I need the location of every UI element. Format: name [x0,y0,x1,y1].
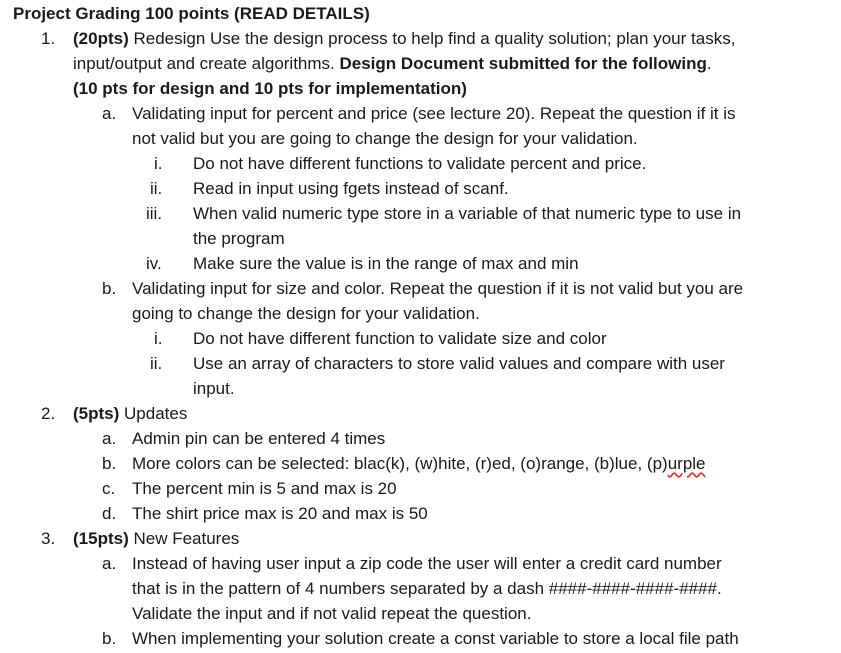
item-2a-marker: a. [102,429,117,448]
item-1a-iv-marker: iv. [146,254,162,273]
item-1-points: (20pts) [73,29,129,48]
item-2-heading: (5pts) Updates [73,404,188,423]
item-1a-ii-text: Read in input using fgets instead of scanf. [193,179,509,198]
item-2b-text: More colors can be selected: blac(k), (w)hite, (r)ed, (o)range, (b)lue, (p)urple [132,454,706,473]
item-2a-text: Admin pin can be entered 4 times [132,429,386,448]
item-1a-iii-line-2: the program [193,229,285,248]
item-1b-ii-line-2: input. [193,379,235,398]
spellcheck-underline: urple [667,454,706,473]
item-1-line-2: input/output and create algorithms. Design Document submitted for the following. [73,54,712,73]
item-2d-text: The shirt price max is 20 and max is 50 [132,504,428,523]
item-3-points: (15pts) [73,529,129,548]
item-2c-marker: c. [102,479,116,498]
document-title: Project Grading 100 points (READ DETAILS) [13,4,370,23]
item-1a-i-marker: i. [154,154,163,173]
item-2d-marker: d. [102,504,117,523]
item-1b-marker: b. [102,279,117,298]
item-2-points: (5pts) [73,404,120,423]
item-3-marker: 3. [41,529,56,548]
item-1b-i-text: Do not have different function to validate size and color [193,329,607,348]
item-3a-line-3: Validate the input and if not valid repeat the question. [132,604,532,623]
item-3a-line-1: Instead of having user input a zip code the user will enter a credit card number [132,554,722,573]
item-3b-text: When implementing your solution create a const variable to store a local file path [132,629,739,648]
item-1b-i-marker: i. [154,329,163,348]
item-1a-iv-text: Make sure the value is in the range of max and min [193,254,579,273]
item-1b-ii-marker: ii. [150,354,163,373]
item-1a-iii-line-1: When valid numeric type store in a variable of that numeric type to use in [193,204,742,223]
item-1-line-1: (20pts) Redesign Use the design process to help find a quality solution; plan your tasks, [73,29,736,48]
item-1a-line-1: Validating input for percent and price (see lecture 20). Repeat the question if it is [132,104,736,123]
item-1-marker: 1. [41,29,56,48]
item-1a-ii-marker: ii. [150,179,163,198]
item-1b-line-1: Validating input for size and color. Repeat the question if it is not valid but you are [132,279,744,298]
item-1b-line-2: going to change the design for your validation. [132,304,480,323]
item-3a-line-2: that is in the pattern of 4 numbers separated by a dash ####-####-####-####. [132,579,722,598]
item-2-marker: 2. [41,404,56,423]
item-1a-marker: a. [102,104,117,123]
item-3a-marker: a. [102,554,117,573]
item-2b-marker: b. [102,454,117,473]
item-1a-i-text: Do not have different functions to validate percent and price. [193,154,647,173]
item-3-heading: (15pts) New Features [73,529,240,548]
item-3b-marker: b. [102,629,117,648]
item-2c-text: The percent min is 5 and max is 20 [132,479,397,498]
item-1a-iii-marker: iii. [146,204,163,223]
item-1a-line-2: not valid but you are going to change the design for your validation. [132,129,638,148]
item-1-line-3: (10 pts for design and 10 pts for implementation) [73,79,467,98]
item-1b-ii-line-1: Use an array of characters to store valid values and compare with user [193,354,725,373]
